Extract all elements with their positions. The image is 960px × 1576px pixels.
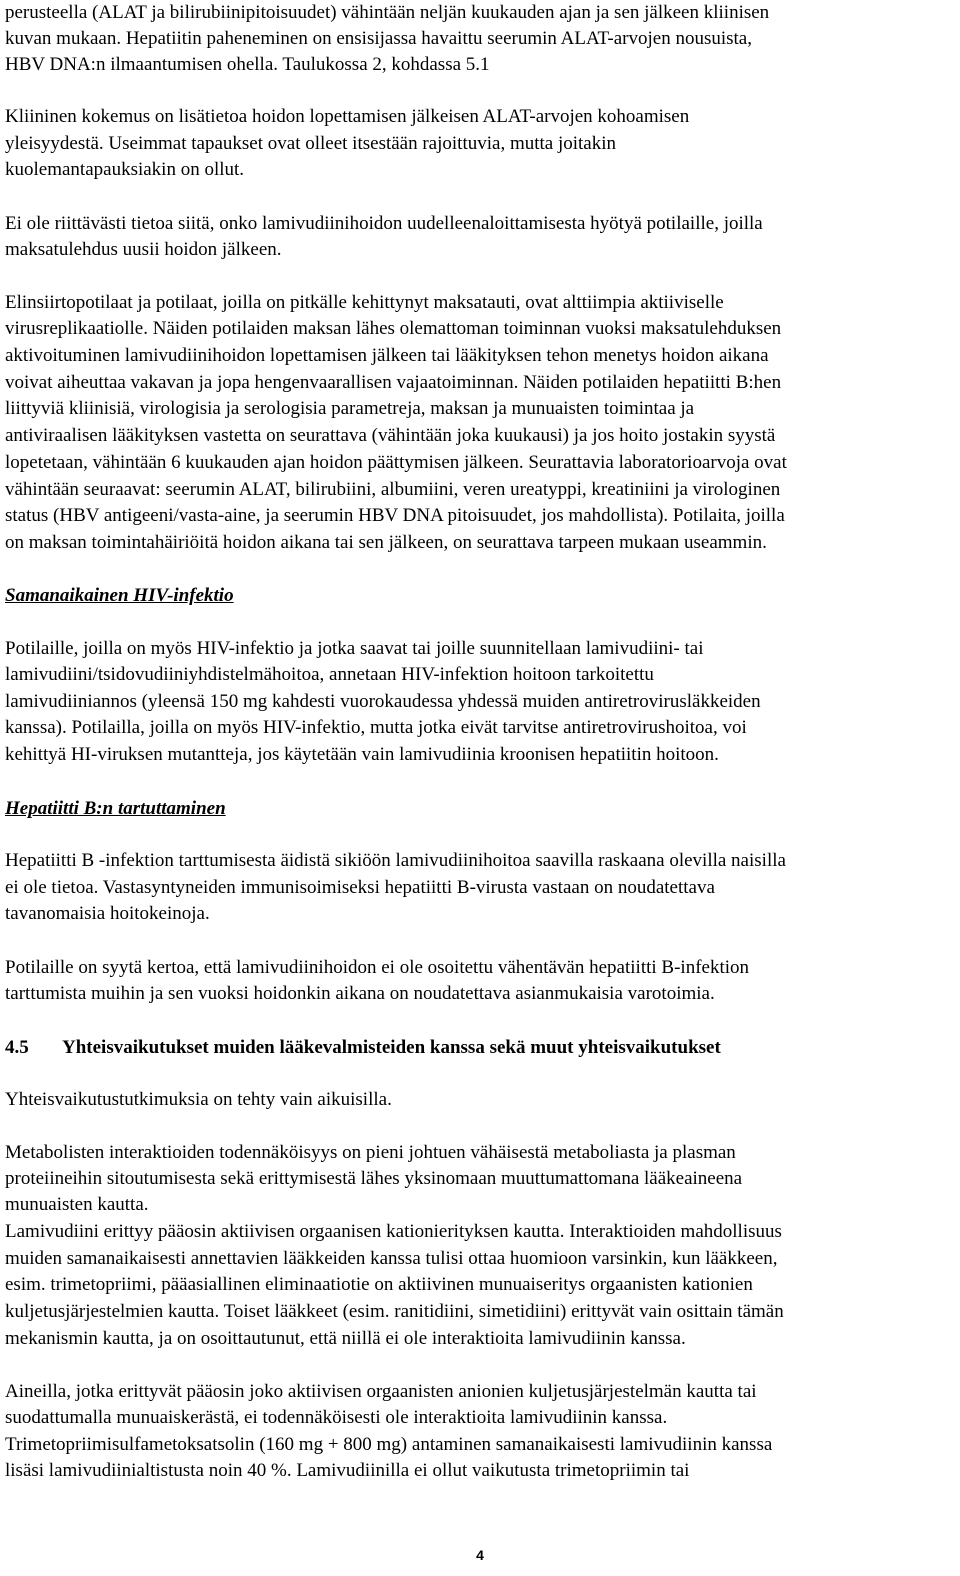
paragraph-3-line-1: Ei ole riittävästi tietoa siitä, onko lamivudiinihoidon uudelleenaloittamisesta hyötyä potilaille, joilla: [5, 213, 763, 234]
section-heading-4-5: [5, 1035, 721, 1061]
paragraph-12-line-2: proteiineihin sitoutumisesta sekä erittymisestä lähes yksinomaan muuttumattomana lääkeaineena: [5, 1168, 743, 1189]
paragraph-11-line-1: Yhteisvaikutustutkimuksia on tehty vain aikuisilla.: [5, 1089, 392, 1110]
paragraph-12-line-5: muiden samanaikaisesti annettavien lääkkeiden kanssa tulisi ottaa huomioon varsinkin, kun lääkkeen,: [5, 1248, 778, 1269]
paragraph-6-line-3: lamivudiiniannos (yleensä 150 mg kahdesti vuorokaudessa yhdessä muiden antiretrovirusläkkeiden: [5, 691, 761, 712]
section-heading-hiv: Samanaikainen HIV-infektio: [5, 585, 234, 606]
page-number: 4: [476, 1547, 484, 1563]
paragraph-8-line-1: Hepatiitti B -infektion tarttumisesta äidistä sikiöön lamivudiinihoitoa saavilla raskaana olevilla naisilla: [5, 850, 786, 871]
paragraph-2-line-1: Kliininen kokemus on lisätietoa hoidon lopettamisen jälkeisen ALAT-arvojen kohoamisen: [5, 106, 690, 127]
paragraph-12-line-3: munuaisten kautta.: [5, 1194, 149, 1215]
paragraph-9-line-2: tarttumista muihin ja sen vuoksi hoidonkin aikana on noudatettava asianmukaisia varotoimia.: [5, 983, 715, 1004]
paragraph-4-line-5: liittyviä kliinisiä, virologisia ja serologisia parametreja, maksan ja munuaisten toimintaa ja: [5, 398, 695, 419]
paragraph-12-line-8: mekanismin kautta, ja on osoittautunut, että niillä ei ole interaktioita lamivudiinin kanssa.: [5, 1328, 686, 1349]
paragraph-13-line-4: lisäsi lamivudiinialtistusta noin 40 %. Lamivudiinilla ei ollut vaikutusta trimetopriimin tai: [5, 1460, 690, 1481]
paragraph-12-line-7: kuljetusjärjestelmien kautta. Toiset lääkkeet (esim. ranitidiini, simetidiini) erittyvät vain osittain tämän: [5, 1301, 784, 1322]
paragraph-4-line-7: lopetetaan, vähintään 6 kuukauden ajan hoidon päättymisen jälkeen. Seurattavia laboratorioarvoja ovat: [5, 452, 787, 473]
paragraph-2-line-2: yleisyydestä. Useimmat tapaukset ovat olleet itsestään rajoittuvia, mutta joitakin: [5, 133, 617, 154]
paragraph-12-line-4: Lamivudiini erittyy pääosin aktiivisen orgaanisen kationierityksen kautta. Interaktioiden mahdollisuus: [5, 1221, 782, 1242]
paragraph-12-line-6: esim. trimetopriimi, pääasiallinen eliminaatiotie on aktiivinen munuaiseritys orgaanisten kationien: [5, 1274, 753, 1295]
section-number: 4.5: [5, 1037, 29, 1058]
paragraph-6-line-2: lamivudiini/tsidovudiiniyhdistelmähoitoa, annetaan HIV-infektion hoitoon tarkoitettu: [5, 664, 654, 685]
paragraph-8-line-2: ei ole tietoa. Vastasyntyneiden immunisoimiseksi hepatiitti B-virusta vastaan on noudatettava: [5, 877, 715, 898]
paragraph-3-line-2: maksatulehdus uusii hoidon jälkeen.: [5, 239, 282, 260]
paragraph-4-line-2: virusreplikaatiolle. Näiden potilaiden maksan lähes olemattoman toiminnan vuoksi maksatulehduksen: [5, 318, 782, 339]
section-heading-hepatitis-b: Hepatiitti B:n tartuttaminen: [5, 798, 226, 819]
paragraph-4-line-6: antiviraalisen lääkityksen vastetta on seurattava (vähintään joka kuukausi) ja jos hoito jostakin syystä: [5, 425, 776, 446]
paragraph-6-line-4: kanssa). Potilailla, joilla on myös HIV-infektio, mutta jotka eivät tarvitse antiretrovirushoitoa, voi: [5, 717, 747, 738]
paragraph-12-line-1: Metabolisten interaktioiden todennäköisyys on pieni johtuen vähäisestä metaboliasta ja plasman: [5, 1142, 736, 1163]
paragraph-4-line-3: aktivoituminen lamivudiinihoidon lopettamisen jälkeen tai lääkityksen tehon menetys hoidon aikana: [5, 345, 769, 366]
paragraph-4-line-8: vähintään seuraavat: seerumin ALAT, bilirubiini, albumiini, veren ureatyppi, kreatiniini ja virologinen: [5, 479, 781, 500]
paragraph-9-line-1: Potilaille on syytä kertoa, että lamivudiinihoidon ei ole osoitettu vähentävän hepatiitti B-infektion: [5, 957, 750, 978]
section-title: Yhteisvaikutukset muiden lääkevalmisteiden kanssa sekä muut yhteisvaikutukset: [62, 1037, 721, 1058]
paragraph-1-line-1: perusteella (ALAT ja bilirubiinipitoisuudet) vähintään neljän kuukauden ajan ja sen jälkeen kliinisen: [5, 2, 770, 23]
paragraph-13-line-2: suodattumalla munuaiskerästä, ei todennäköisesti ole interaktioita lamivudiinin kanssa.: [5, 1407, 668, 1428]
paragraph-4-line-1: Elinsiirtopotilaat ja potilaat, joilla on pitkälle kehittynyt maksatauti, ovat alttiimpia aktiiviselle: [5, 292, 724, 313]
paragraph-1-line-2: kuvan mukaan. Hepatiitin paheneminen on ensisijassa havaittu seerumin ALAT-arvojen nousuista,: [5, 28, 752, 49]
paragraph-6-line-1: Potilaille, joilla on myös HIV-infektio ja jotka saavat tai joille suunnitellaan lamivudiini- tai: [5, 638, 704, 659]
paragraph-13-line-1: Aineilla, jotka erittyvät pääosin joko aktiivisen orgaanisten anionien kuljetusjärjestelmän kautta tai: [5, 1381, 757, 1402]
paragraph-4-line-4: voivat aiheuttaa vakavan ja jopa hengenvaarallisen vajaatoiminnan. Näiden potilaiden hepatiitti B:hen: [5, 372, 782, 393]
paragraph-4-line-10: on maksan toimintahäiriöitä hoidon aikana tai sen jälkeen, on seurattava tarpeen mukaan useammin.: [5, 532, 767, 553]
paragraph-6-line-5: kehittyä HI-viruksen mutantteja, jos käytetään vain lamivudiinia kroonisen hepatiitin hoitoon.: [5, 744, 719, 765]
paragraph-13-line-3: Trimetopriimisulfametoksatsolin (160 mg + 800 mg) antaminen samanaikaisesti lamivudiinin kanssa: [5, 1434, 773, 1455]
paragraph-2-line-3: kuolemantapauksiakin on ollut.: [5, 159, 245, 180]
paragraph-4-line-9: status (HBV antigeeni/vasta-aine, ja seerumin HBV DNA pitoisuudet, jos mahdollista). Potilaita, joilla: [5, 505, 785, 526]
paragraph-8-line-3: tavanomaisia hoitokeinoja.: [5, 903, 210, 924]
paragraph-1-line-3: HBV DNA:n ilmaantumisen ohella. Taulukossa 2, kohdassa 5.1: [5, 54, 490, 75]
